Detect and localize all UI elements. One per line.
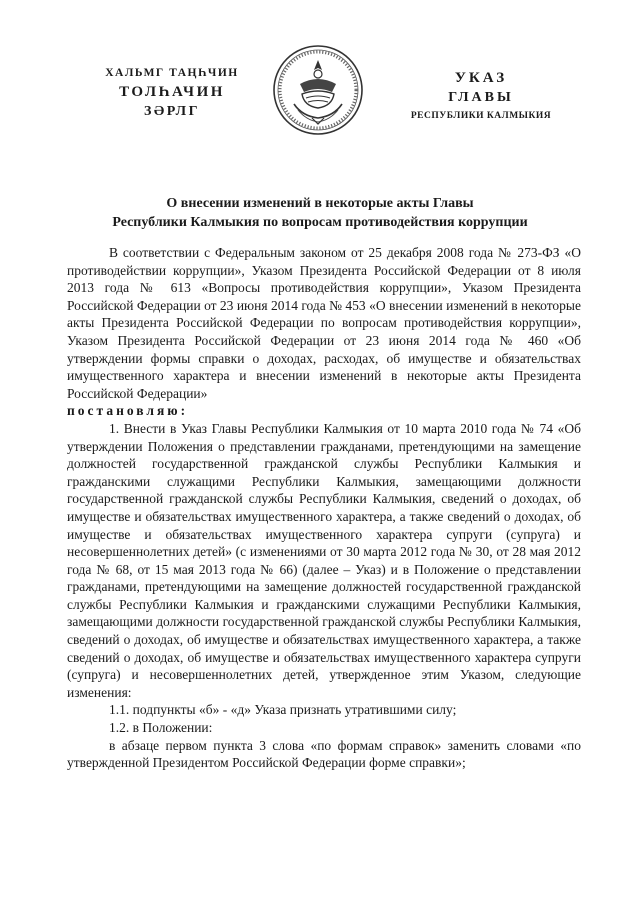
document-title <box>70 194 570 232</box>
header-right-line-3: РЕСПУБЛИКИ КАЛМЫКИЯ <box>410 111 552 121</box>
header-russian-title <box>396 68 566 124</box>
decree-word: постановляю: <box>67 403 189 419</box>
header-right-line-1: УКАЗ <box>454 70 508 86</box>
item-1-1-paragraph: 1.1. подпункты «б» - «д» Указа признать утратившими силу; <box>109 702 457 718</box>
header-left-line-2: ТОЛҺАЧИН <box>119 84 225 100</box>
title-line-2: Республики Калмыкия по вопросам противодействия коррупции <box>112 215 528 230</box>
item-1-paragraph: 1. Внести в Указ Главы Республики Калмыкия от 10 марта 2010 года № 74 «Об утверждении Положения о представлении гражданами, претендующими на замещение должностей государственной гражданской службы Республики Калмыкия и гражданскими служащими Республики Калмыкия, замещающими должности государственной гражданской службы Республики Калмыкия, сведений о доходах, об имуществе и обязательствах имущественного характера, а также сведений о доходах, об имуществе и обязательствах имущественного характера супруги (супруга) и несовершеннолетних детей» (с изменениями от 30 марта 2012 года № 30, от 28 мая 2012 года № 68, от 15 мая 2013 года № 66) (далее – Указ) и в Положение о представлении гражданами, претендующими на замещение должностей государственной гражданской службы Республики Калмыкия и гражданскими служащими Республики Калмыкия, замещающими должности государственной гражданской службы Республики Калмыкия, сведений о доходах, об имуществе и обязательствах имущественного характера, а также сведений о доходах, об имуществе и обязательствах имущественного характера супруги (супруга) и несовершеннолетних детей, утвержденное этим Указом, следующие изменения: <box>67 420 581 700</box>
header-left-line-1: ХАЛЬМГ ТАҢҺЧИН <box>105 67 239 79</box>
document-body <box>67 244 581 772</box>
title-line-1: О внесении изменений в некоторые акты Главы <box>166 196 474 211</box>
header-right-line-2: ГЛАВЫ <box>448 90 514 105</box>
kalmykia-coat-of-arms-icon <box>272 44 364 136</box>
intro-paragraph <box>67 244 581 402</box>
header-left-line-3: ЗӘРЛГ <box>143 104 201 119</box>
intro-text: В соответствии с Федеральным законом от 25 декабря 2008 года № 273-ФЗ «О противодействии коррупции», Указом Президента Российской Федерации от 8 июля 2013 года № 613 «Вопросы противодействия коррупции», Указом Президента Российской Федерации от 23 июня 2014 года № 453 «О внесении изменений в некоторые акты Президента Российской Федерации по вопросам противодействия коррупции», Указом Президента Российской Федерации от 23 июня 2014 года № 460 «Об утверждении формы справки о доходах, расходах, об имуществе и обязательствах имущественного характера и внесении изменений в некоторые акты Президента Российской Федерации» <box>67 245 581 401</box>
decree-paragraph <box>67 402 581 420</box>
item-1-2-a-paragraph: в абзаце первом пункта 3 слова «по формам справок» заменить словами «по утвержденной Президентом Российской Федерации форме справки»; <box>67 737 581 771</box>
header-kalmyk-title <box>92 64 252 122</box>
item-1-2-paragraph: 1.2. в Положении: <box>109 720 213 736</box>
